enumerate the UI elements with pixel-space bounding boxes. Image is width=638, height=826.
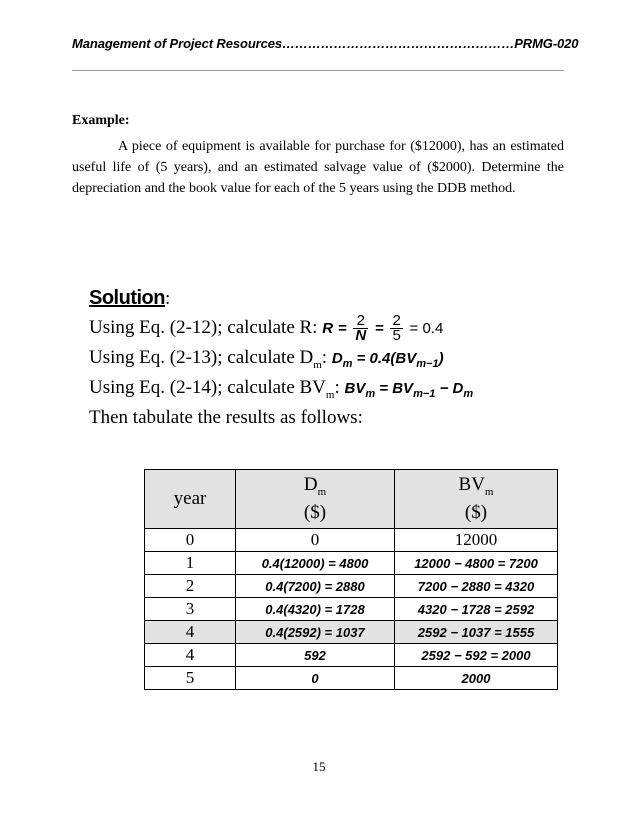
cell-year: 4 xyxy=(145,644,236,667)
table-row xyxy=(145,621,558,644)
header-dm: $D_m$ ($) xyxy=(236,470,395,529)
header-year: year xyxy=(145,470,236,529)
cell-year: 0 xyxy=(145,529,236,552)
table-row xyxy=(145,575,558,598)
cell-dm: 0.4(12000) = 4800 xyxy=(236,552,395,575)
cell-dm: 0.4(7200) = 2880 xyxy=(236,575,395,598)
cell-year: 3 xyxy=(145,598,236,621)
formula-bvm: $BV_m = BV_{m-1} - D_m$ xyxy=(344,380,474,400)
equation-r-text: Using Eq. (2-12); calculate R: xyxy=(89,317,323,338)
running-header: Management of Project Resources………………………………………………PRMG-020 xyxy=(72,36,579,51)
depreciation-table xyxy=(144,469,558,690)
cell-year: 1 xyxy=(145,552,236,575)
tabulate-line: Then tabulate the results as follows: xyxy=(89,407,363,428)
cell-year: 4 xyxy=(145,621,236,644)
equation-r-result: = 0.4 xyxy=(409,320,444,337)
solution-title-colon: : xyxy=(164,288,171,309)
cell-bvm: 2000 xyxy=(395,667,558,690)
equation-dm-colon: : xyxy=(321,347,328,368)
example-heading: Example: xyxy=(72,113,130,128)
equation-dm-text-sub: m xyxy=(313,358,322,371)
cell-year: 2 xyxy=(145,575,236,598)
cell-bvm: 2592 − 592 = 2000 xyxy=(395,644,558,667)
cell-bvm: 4320 − 1728 = 2592 xyxy=(395,598,558,621)
solution-title-line xyxy=(89,283,569,313)
fraction-2-over-5 xyxy=(390,314,402,343)
cell-bvm: 7200 − 2880 = 4320 xyxy=(395,575,558,598)
cell-dm: 0.4(2592) = 1037 xyxy=(236,621,395,644)
fraction-2-over-n-denominator: N xyxy=(355,327,367,345)
equation-line-bvm xyxy=(89,373,569,403)
header-divider xyxy=(72,70,564,71)
cell-dm: 0 xyxy=(236,529,395,552)
table-row xyxy=(145,598,558,621)
fraction-2-over-n xyxy=(353,314,368,343)
formula-dm: $D_m = 0.4(BV_{m-1})$ xyxy=(331,350,444,370)
table-row xyxy=(145,529,558,552)
equation-bvm-colon: : xyxy=(334,377,340,398)
equation-line-r xyxy=(89,313,569,343)
cell-dm: 0 xyxy=(236,667,395,690)
example-paragraph: A piece of equipment is available for purchase for ($12000), has an estimated useful life of (5 years), and an estimated salvage value of ($2000). Determine the depreciation and the book value for each of the 5 years using the DDB method. xyxy=(72,139,564,196)
cell-bvm: 12000 xyxy=(395,529,558,552)
fraction-2-over-5-denominator: 5 xyxy=(392,327,401,345)
table-row xyxy=(145,667,558,690)
fraction-2-over-n-numerator: 2 xyxy=(353,314,368,329)
fraction-2-over-5-numerator: 2 xyxy=(392,312,401,330)
page-number: 15 xyxy=(312,759,326,774)
cell-bvm: 2592 − 1037 = 1555 xyxy=(395,621,558,644)
equation-bvm-text-sub: m xyxy=(325,388,335,401)
equation-r-lhs: R xyxy=(322,320,334,337)
table-row xyxy=(145,644,558,667)
equation-line-dm xyxy=(89,343,569,373)
equation-r-eq2: = xyxy=(374,320,384,337)
solution-title: Solution xyxy=(89,287,165,309)
table-row xyxy=(145,552,558,575)
equation-dm-text: Using Eq. (2-13); calculate D xyxy=(89,347,314,368)
header-bvm: $BV_m$ ($) xyxy=(395,470,558,529)
cell-bvm: 12000 − 4800 = 7200 xyxy=(395,552,558,575)
solution-block xyxy=(89,283,569,433)
equation-r-eq1: = xyxy=(337,320,347,337)
equation-bvm-text: Using Eq. (2-14); calculate BV xyxy=(89,377,326,398)
cell-dm: 0.4(4320) = 1728 xyxy=(236,598,395,621)
cell-dm: 592 xyxy=(236,644,395,667)
table-header-row xyxy=(145,470,558,529)
cell-year: 5 xyxy=(145,667,236,690)
